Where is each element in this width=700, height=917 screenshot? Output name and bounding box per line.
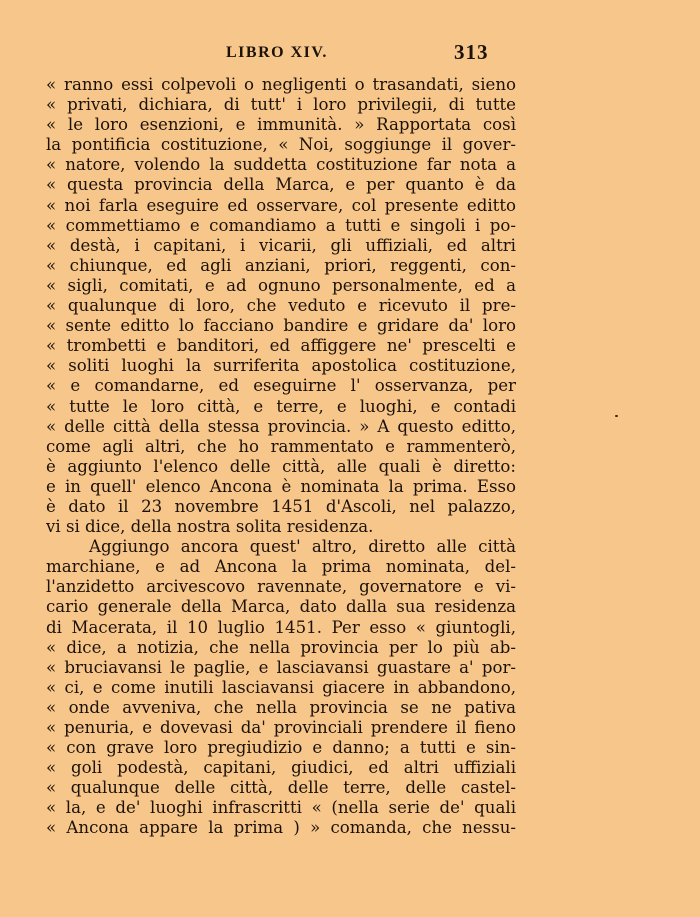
text-line: « delle città della stessa provincia. » A questo editto, [46, 416, 516, 436]
text-line: « con grave loro pregiudizio e danno; a tutti e sin- [46, 738, 516, 758]
text-line: « trombetti e banditori, ed affiggere ne' prescelti e [46, 336, 516, 356]
text-line: « ranno essi colpevoli o negligenti o trasandati, sieno [46, 75, 516, 94]
text-line: « dice, a notizia, che nella provincia per lo più ab- [46, 637, 516, 657]
text-line: « noi farla eseguire ed osservare, col presente editto [46, 195, 516, 215]
text-line: marchiane, e ad Ancona la prima nominata, del- [46, 557, 516, 577]
text-line: « tutte le loro città, e terre, e luoghi, e contadi [46, 396, 516, 416]
text-line: « qualunque di loro, che veduto e ricevuto il pre- [46, 296, 516, 316]
text-line: « questa provincia della Marca, e per quanto è da [46, 175, 516, 195]
text-line: la pontificia costituzione, « Noi, soggiunge il gover- [46, 135, 516, 155]
text-line: « commettiamo e comandiamo a tutti e singoli i po- [46, 215, 516, 235]
text-line: « e comandarne, ed eseguirne l' osservanza, per [46, 376, 516, 396]
text-line: « la, e de' luoghi infrascritti « (nella serie de' quali [46, 798, 516, 818]
text-line: come agli altri, che ho rammentato e rammenterò, [46, 436, 516, 456]
body-text [46, 75, 516, 839]
running-head: LIBRO XIV. [226, 44, 328, 61]
text-line: di Macerata, il 10 luglio 1451. Per esso « giuntogli, [46, 617, 516, 637]
page-number: 313 [454, 40, 489, 64]
text-line: « ci, e come inutili lasciavansi giacere in abbandono, [46, 677, 516, 697]
text-line: « le loro esenzioni, e immunità. » Rapportata così [46, 115, 516, 135]
text-line: « qualunque delle città, delle terre, delle castel- [46, 778, 516, 798]
text-line: « penuria, e dovevasi da' provinciali prendere il fieno [46, 718, 516, 737]
text-line: l'anzidetto arcivescovo ravennate, governatore e vi- [46, 577, 516, 597]
text-line: « Ancona appare la prima ) » comanda, che nessu- [46, 818, 516, 838]
paragraph-start-line: Aggiungo ancora quest' altro, diretto alle città [89, 537, 516, 557]
text-line: è aggiunto l'elenco delle città, alle quali è diretto: [46, 456, 516, 476]
text-line: « sigli, comitati, e ad ognuno personalmente, ed a [46, 275, 516, 295]
text-line: cario generale della Marca, dato dalla sua residenza [46, 597, 516, 617]
text-line: « onde avveniva, che nella provincia se ne pativa [46, 697, 516, 717]
text-line: « privati, dichiara, di tutt' i loro privilegii, di tutte [46, 95, 516, 115]
text-line: « goli podestà, capitani, giudici, ed altri uffiziali [46, 758, 516, 778]
text-line: « bruciavansi le paglie, e lasciavansi guastare a' por- [46, 657, 516, 677]
text-line: e in quell' elenco Ancona è nominata la prima. Esso [46, 476, 516, 496]
text-line: « chiunque, ed agli anziani, priori, reggenti, con- [46, 255, 516, 275]
paragraph-end-line: vi si dice, della nostra solita residenza. [46, 517, 374, 537]
text-line: « destà, i capitani, i vicarii, gli uffiziali, ed altri [46, 235, 516, 255]
text-line: « soliti luoghi la surriferita apostolica costituzione, [46, 356, 516, 376]
ink-speck [615, 415, 618, 417]
text-line: è dato il 23 novembre 1451 d'Ascoli, nel palazzo, [46, 496, 516, 516]
text-line: « natore, volendo la suddetta costituzione far nota a [46, 155, 516, 175]
text-line: « sente editto lo facciano bandire e gridare da' loro [46, 316, 516, 336]
